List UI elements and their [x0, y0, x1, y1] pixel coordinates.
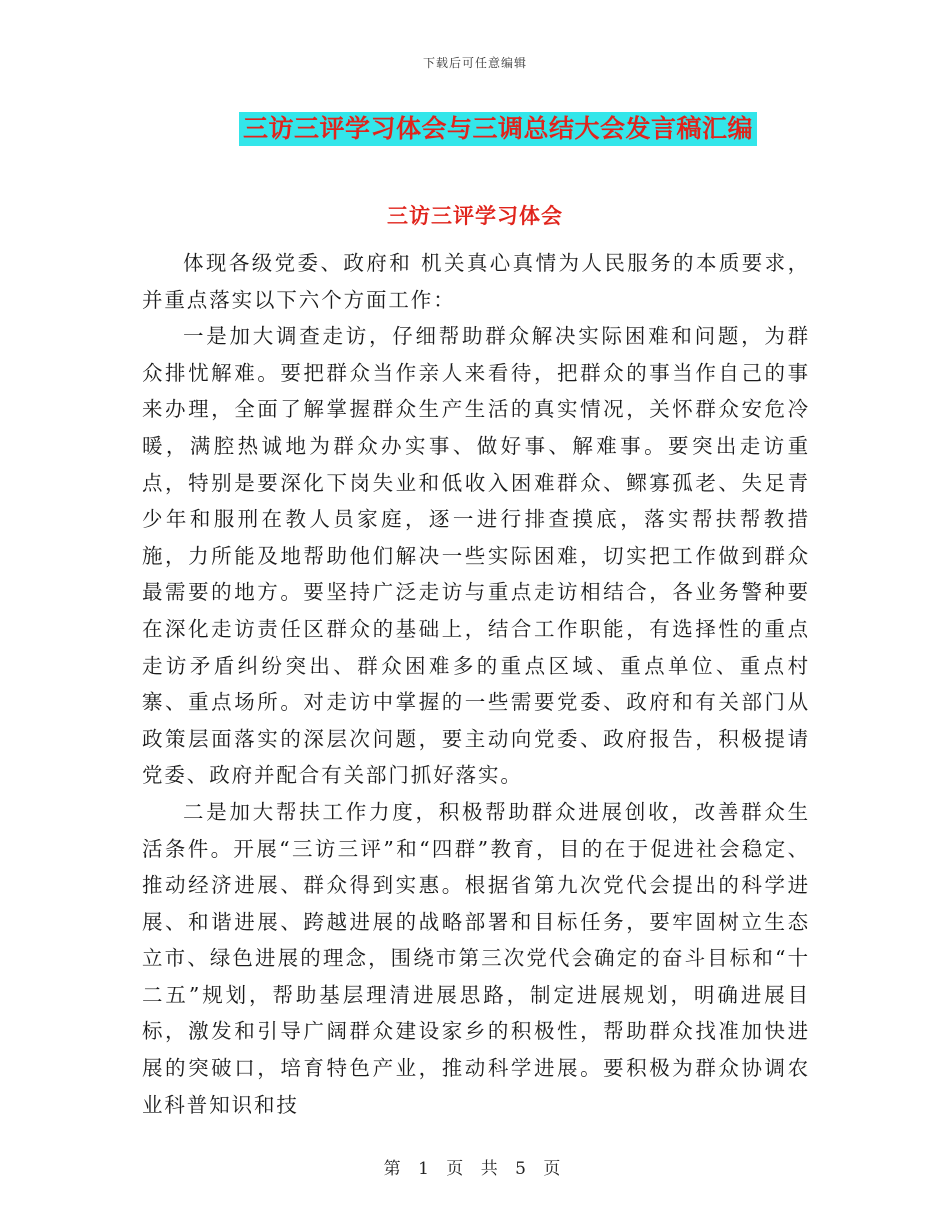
page-number-footer: 第 1 页 共 5 页	[383, 1159, 567, 1179]
paragraph-point-two: 二是加大帮扶工作力度，积极帮助群众进展创收，改善群众生活条件。开展“三访三评”和“四群”教育，目的在于促进社会稳定、推动经济进展、群众得到实惠。根据省第九次党代会提出的科学进展、和谐进展、跨越进展的战略部署和目标任务，要牢固树立生态立市、绿色进展的理念，围绕市第三次党代会确定的奋斗目标和“十二五”规划，帮助基层理清进展思路，制定进展规划，明确进展目标，激发和引导广阔群众建设家乡的积极性，帮助群众找准加快进展的突破口，培育特色产业，推动科学进展。要积极为群众协调农业科普知识和技	[142, 799, 810, 1117]
section-title: 三访三评学习体会	[387, 204, 563, 228]
page-header-note: 下载后可任意编辑	[422, 56, 527, 70]
document-title: 三访三评学习体会与三调总结大会发言稿汇编	[239, 112, 757, 146]
paragraph-intro: 体现各级党委、政府和 机关真心真情为人民服务的本质要求，并重点落实以下六个方面工作：	[142, 251, 810, 312]
document-body	[142, 245, 810, 1123]
document-title-container	[0, 112, 950, 146]
paragraph-point-one: 一是加大调查走访，仔细帮助群众解决实际困难和问题，为群众排忧解难。要把群众当作亲人来看待，把群众的事当作自己的事来办理，全面了解掌握群众生产生活的真实情况，关怀群众安危冷暖，满腔热诚地为群众办实事、做好事、解难事。要突出走访重点，特别是要深化下岗失业和低收入困难群众、鳏寡孤老、失足青少年和服刑在教人员家庭，逐一进行排查摸底，落实帮扶帮教措施，力所能及地帮助他们解决一些实际困难，切实把工作做到群众最需要的地方。要坚持广泛走访与重点走访相结合，各业务警种要在深化走访责任区群众的基础上，结合工作职能，有选择性的重点走访矛盾纠纷突出、群众困难多的重点区域、重点单位、重点村寨、重点场所。对走访中掌握的一些需要党委、政府和有关部门从政策层面落实的深层次问题，要主动向党委、政府报告，积极提请党委、政府并配合有关部门抓好落实。	[142, 324, 810, 788]
